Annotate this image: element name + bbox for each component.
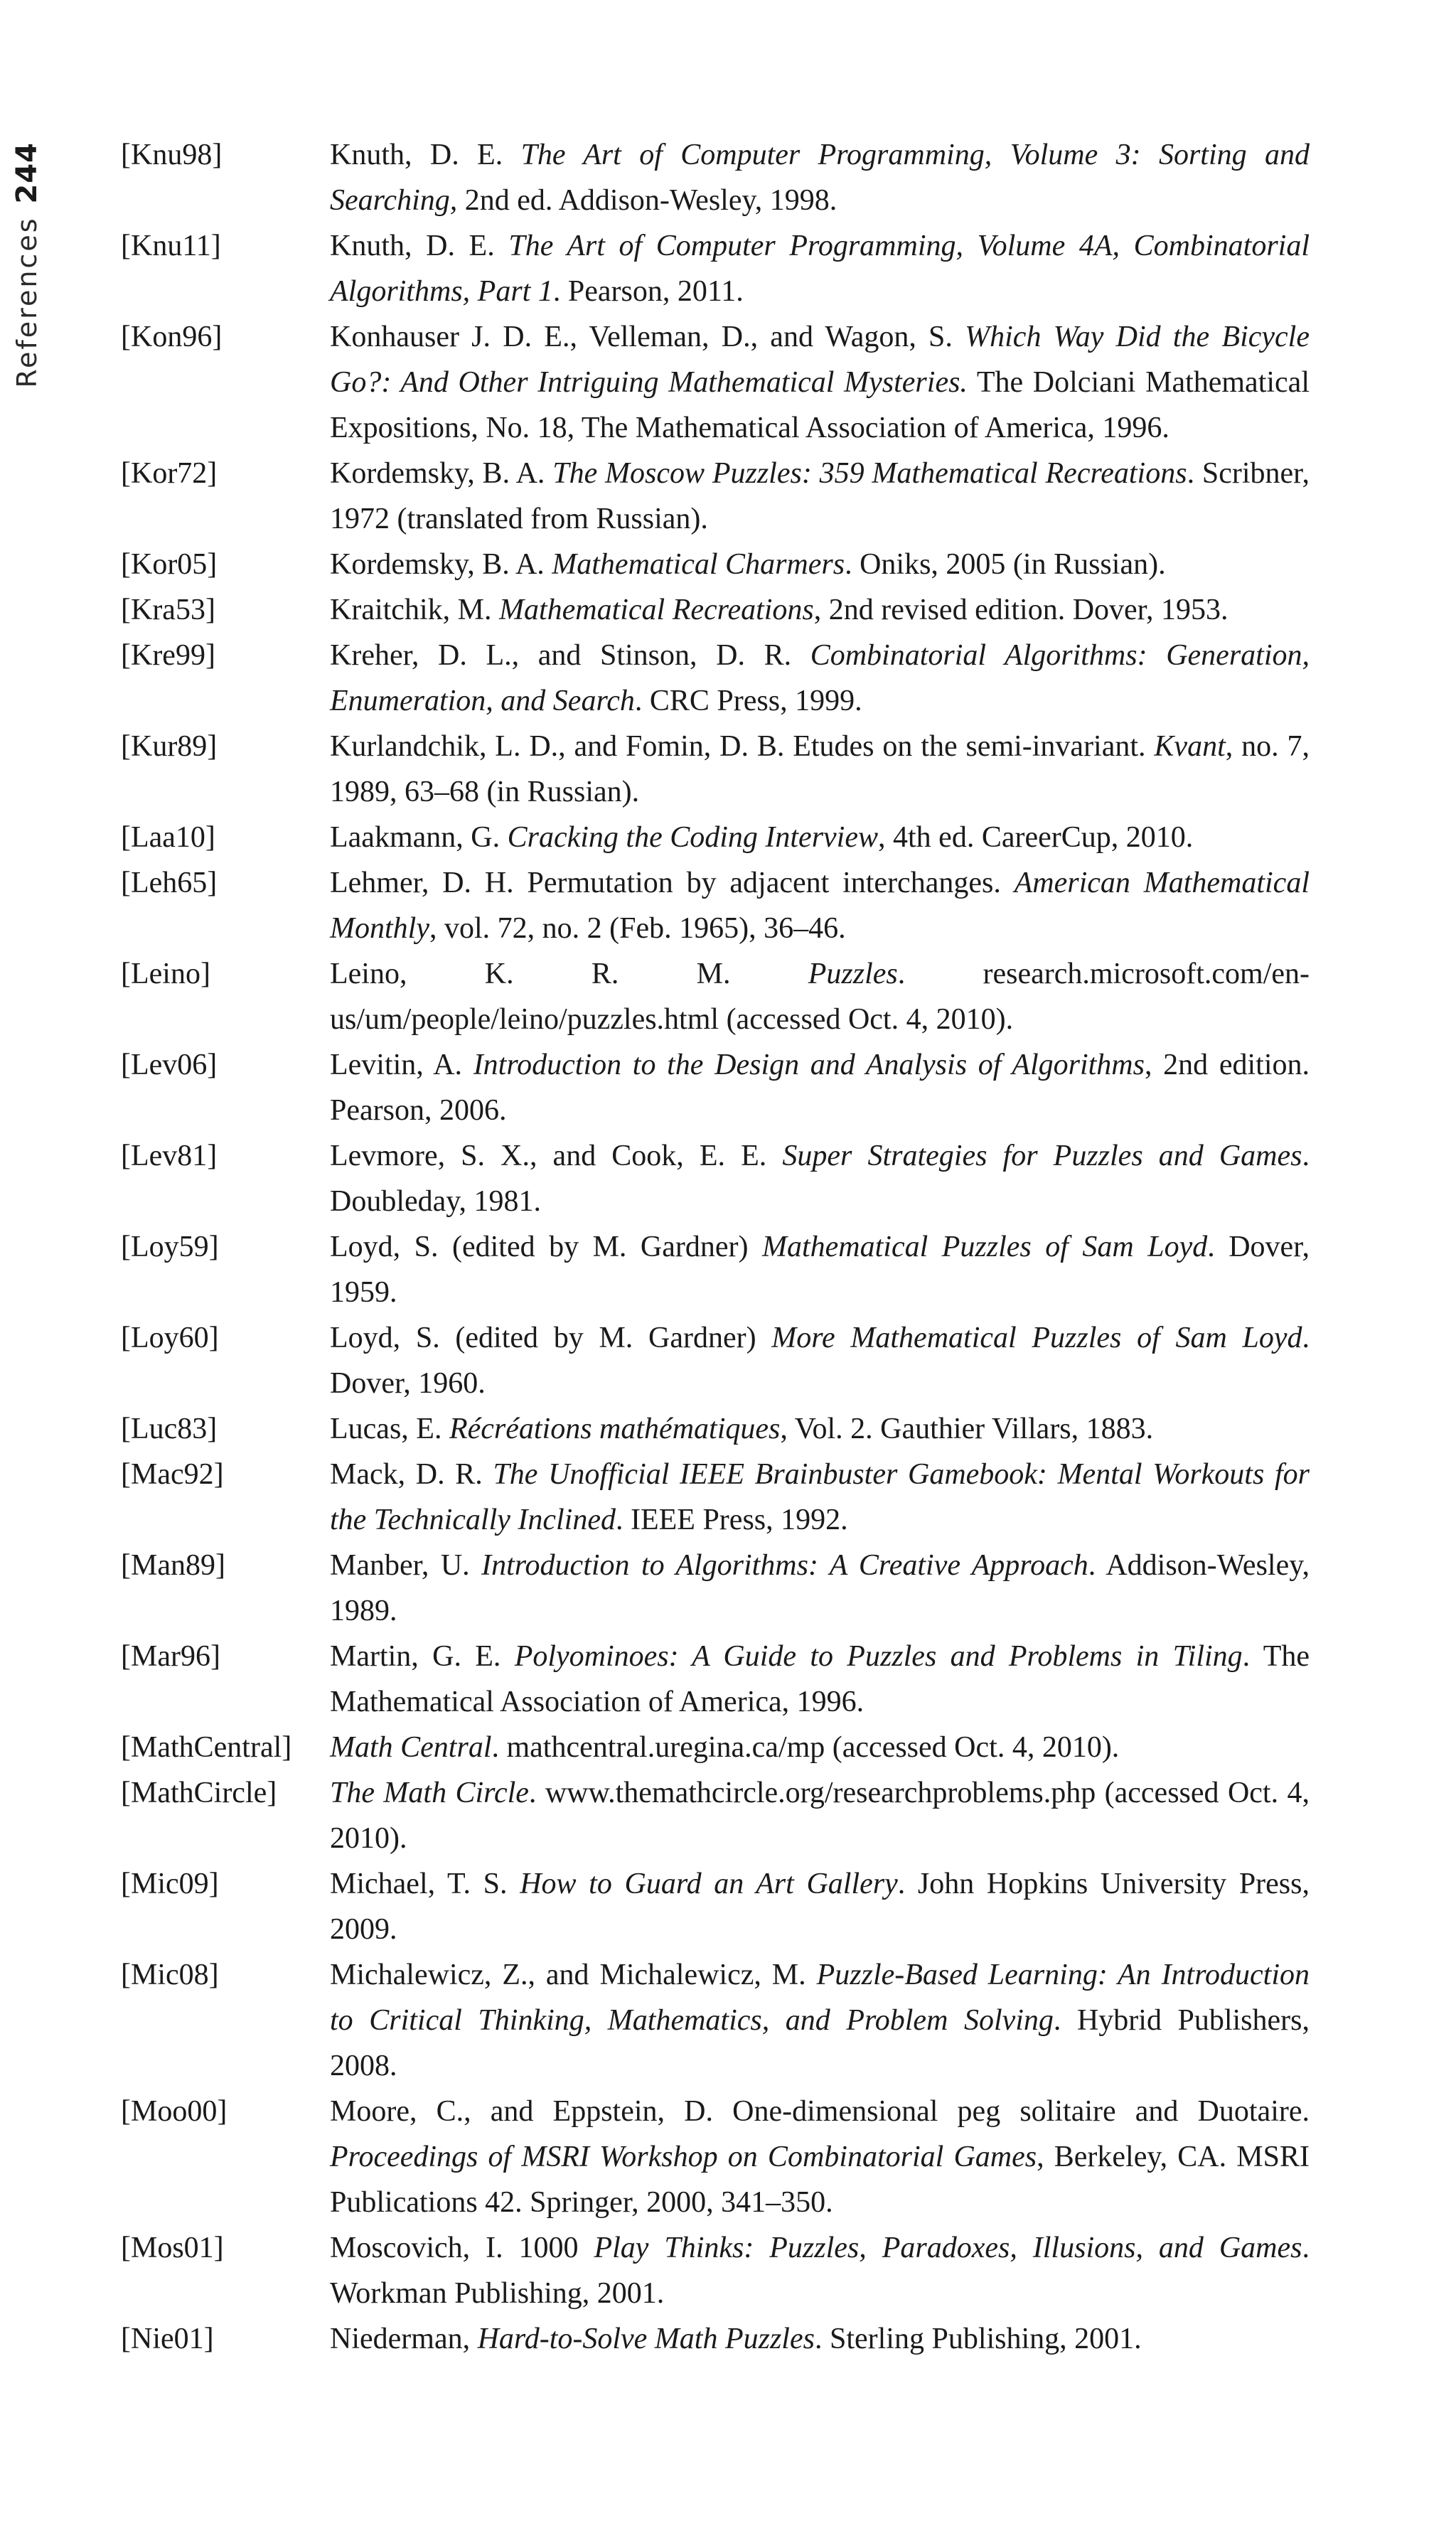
reference-text: [330, 1133, 1310, 1224]
reference-title: American Mathematical Monthly: [330, 867, 1310, 945]
reference-text: [330, 314, 1310, 451]
reference-text: [330, 2316, 1310, 2362]
reference-text: [330, 1042, 1310, 1133]
reference-title: Proceedings of MSRI Workshop on Combinatorial Games: [330, 2141, 1037, 2173]
reference-text-segment: Knuth, D. E.: [330, 230, 509, 262]
reference-key: [MathCircle]: [121, 1777, 277, 1809]
reference-text-segment: , 4th ed. CareerCup, 2010.: [878, 821, 1194, 854]
reference-text-segment: Kordemsky, B. A.: [330, 548, 552, 581]
reference-key: [Luc83]: [121, 1413, 218, 1445]
reference-text-segment: . IEEE Press, 1992.: [616, 1504, 848, 1536]
reference-text: [330, 860, 1310, 951]
reference-text-segment: Loyd, S. (edited by M. Gardner): [330, 1231, 762, 1263]
reference-text: [330, 951, 1310, 1042]
reference-text-segment: . Workman Publishing, 2001.: [330, 2232, 1310, 2310]
reference-text-segment: , 2nd revised edition. Dover, 1953.: [813, 594, 1228, 626]
reference-text: [330, 1543, 1310, 1634]
reference-entry: [121, 1634, 1310, 1725]
reference-entry: [121, 223, 1310, 314]
reference-key: [Leino]: [121, 958, 210, 990]
reference-key: [Kor72]: [121, 457, 218, 490]
reference-entry: [121, 1952, 1310, 2089]
reference-title: How to Guard an Art Gallery: [520, 1868, 898, 1900]
reference-text-segment: , no. 7, 1989, 63–68 (in Russian).: [330, 730, 1310, 808]
reference-text: [330, 2225, 1310, 2316]
reference-text: [330, 451, 1310, 542]
reference-text-segment: Martin, G. E.: [330, 1640, 515, 1673]
reference-entry: [121, 1770, 1310, 1861]
reference-title: Polyominoes: A Guide to Puzzles and Problems in Tiling: [514, 1640, 1243, 1673]
reference-title: Introduction to the Design and Analysis of Algorithms: [473, 1049, 1145, 1081]
reference-entry: [121, 815, 1310, 860]
reference-entry: [121, 860, 1310, 951]
reference-key: [Mic08]: [121, 1959, 219, 1991]
reference-text-segment: . Scribner, 1972 (translated from Russian).: [330, 457, 1310, 535]
reference-key: [Nie01]: [121, 2323, 214, 2355]
reference-title: Play Thinks: Puzzles, Paradoxes, Illusions, and Games: [594, 2232, 1302, 2264]
reference-text-segment: Lucas, E.: [330, 1413, 449, 1445]
reference-title: Hard-to-Solve Math Puzzles: [477, 2323, 815, 2355]
reference-title: Cracking the Coding Interview: [507, 821, 879, 854]
reference-text-segment: Lehmer, D. H. Permutation by adjacent interchanges.: [330, 867, 1015, 899]
reference-key: [Knu11]: [121, 230, 221, 262]
reference-entry: [121, 1543, 1310, 1634]
reference-text-segment: . Pearson, 2011.: [552, 275, 744, 308]
reference-entry: [121, 314, 1310, 451]
reference-entry: [121, 587, 1310, 633]
reference-title: Mathematical Charmers: [552, 548, 845, 581]
reference-title: The Art of Computer Programming, Volume 3: Sorting and Searching,: [330, 139, 1310, 217]
reference-text-segment: Kraitchik, M.: [330, 594, 499, 626]
reference-text-segment: 2nd ed. Addison-Wesley, 1998.: [457, 184, 837, 217]
reference-text: [330, 132, 1310, 223]
reference-entry: [121, 1224, 1310, 1315]
reference-text: [330, 1406, 1310, 1452]
reference-text: [330, 1224, 1310, 1315]
reference-text-segment: Moore, C., and Eppstein, D. One-dimensional peg solitaire and Duotaire.: [330, 2095, 1310, 2128]
reference-text-segment: Laakmann, G.: [330, 821, 508, 854]
reference-entry: [121, 633, 1310, 724]
reference-key: [Leh65]: [121, 867, 218, 899]
reference-title: Mathematical Recreations: [498, 594, 814, 626]
reference-title: The Art of Computer Programming, Volume 4A, Combinatorial Algorithms, Part 1: [330, 230, 1310, 308]
reference-entry: [121, 132, 1310, 223]
reference-title: Puzzle-Based Learning: An Introduction to Critical Thinking, Mathematics, and Problem Solving: [330, 1959, 1310, 2037]
reference-entry: [121, 951, 1310, 1042]
reference-entry: [121, 1315, 1310, 1406]
reference-text: [330, 1452, 1310, 1543]
running-head: [7, 142, 47, 427]
reference-text: [330, 815, 1310, 860]
reference-text-segment: . Oniks, 2005 (in Russian).: [845, 548, 1166, 581]
reference-text-segment: Loyd, S. (edited by M. Gardner): [330, 1322, 772, 1354]
reference-entry: [121, 1042, 1310, 1133]
reference-key: [Mos01]: [121, 2232, 224, 2264]
reference-text: [330, 1725, 1310, 1770]
reference-title: Puzzles: [808, 958, 898, 990]
reference-entry: [121, 1725, 1310, 1770]
reference-text-segment: . Hybrid Publishers, 2008.: [330, 2004, 1310, 2082]
reference-title: The Math Circle: [330, 1777, 529, 1809]
reference-text: [330, 2089, 1310, 2225]
reference-title: Math Central: [330, 1731, 492, 1764]
reference-text: [330, 1770, 1310, 1861]
reference-text-segment: Kurlandchik, L. D., and Fomin, D. B. Etudes on the semi-invariant.: [330, 730, 1155, 763]
reference-text-segment: . research.microsoft.com/en-us/um/people/leino/puzzles.html (accessed Oct. 4, 2010).: [330, 958, 1310, 1036]
reference-title: Récréations mathématiques: [449, 1413, 781, 1445]
reference-text: [330, 1315, 1310, 1406]
reference-entry: [121, 724, 1310, 815]
reference-title: Super Strategies for Puzzles and Games: [782, 1140, 1302, 1172]
reference-text: [330, 587, 1310, 633]
reference-text-segment: Levmore, S. X., and Cook, E. E.: [330, 1140, 783, 1172]
reference-text-segment: . www.themathcircle.org/researchproblems.php (accessed Oct. 4, 2010).: [330, 1777, 1310, 1855]
reference-text-segment: The Dolciani Mathematical Expositions, No. 18, The Mathematical Association of America, 1996.: [330, 366, 1310, 444]
reference-title: Kvant: [1154, 730, 1226, 763]
reference-key: [Moo00]: [121, 2095, 228, 2128]
reference-title: The Unofficial IEEE Brainbuster Gamebook: Mental Workouts for the Technically Inclined: [330, 1458, 1310, 1536]
reference-text-segment: Mack, D. R.: [330, 1458, 493, 1491]
reference-key: [Lev81]: [121, 1140, 218, 1172]
reference-entry: [121, 2089, 1310, 2225]
reference-entry: [121, 1406, 1310, 1452]
reference-text-segment: , 2nd edition. Pearson, 2006.: [330, 1049, 1310, 1127]
reference-key: [Kra53]: [121, 594, 215, 626]
reference-entry: [121, 451, 1310, 542]
reference-key: [Kur89]: [121, 730, 218, 763]
reference-text-segment: , Berkeley, CA. MSRI Publications 42. Springer, 2000, 341–350.: [330, 2141, 1310, 2219]
reference-title: The Moscow Puzzles: 359 Mathematical Recreations: [552, 457, 1187, 490]
reference-title: Which Way Did the Bicycle Go?: And Other Intriguing Mathematical Mysteries.: [330, 321, 1310, 399]
reference-key: [Kre99]: [121, 639, 215, 672]
reference-entry: [121, 2316, 1310, 2362]
reference-text-segment: . John Hopkins University Press, 2009.: [330, 1868, 1310, 1946]
reference-key: [MathCentral]: [121, 1731, 292, 1764]
running-head-section: References: [11, 216, 43, 388]
reference-text-segment: Manber, U.: [330, 1549, 482, 1582]
reference-list: [121, 132, 1310, 2362]
reference-text: [330, 223, 1310, 314]
reference-key: [Knu98]: [121, 139, 223, 171]
reference-entry: [121, 1133, 1310, 1224]
reference-text-segment: Knuth, D. E.: [330, 139, 521, 171]
reference-text-segment: Niederman,: [330, 2323, 478, 2355]
reference-text-segment: . Dover, 1959.: [330, 1231, 1310, 1309]
reference-key: [Mar96]: [121, 1640, 220, 1673]
reference-text: [330, 724, 1310, 815]
reference-text-segment: Kordemsky, B. A.: [330, 457, 553, 490]
reference-text-segment: Moscovich, I. 1000: [330, 2232, 594, 2264]
reference-entry: [121, 1861, 1310, 1952]
reference-text-segment: . The Mathematical Association of America, 1996.: [330, 1640, 1310, 1718]
reference-text-segment: , vol. 72, no. 2 (Feb. 1965), 36–46.: [429, 912, 846, 945]
reference-text-segment: . CRC Press, 1999.: [634, 685, 862, 717]
reference-title: Mathematical Puzzles of Sam Loyd: [761, 1231, 1208, 1263]
reference-key: [Kon96]: [121, 321, 223, 353]
page-number: 244: [11, 142, 43, 204]
reference-text: [330, 1634, 1310, 1725]
reference-text-segment: . Sterling Publishing, 2001.: [814, 2323, 1142, 2355]
reference-entry: [121, 542, 1310, 587]
reference-text: [330, 1861, 1310, 1952]
reference-text-segment: Levitin, A.: [330, 1049, 473, 1081]
reference-text-segment: . Dover, 1960.: [330, 1322, 1310, 1400]
reference-key: [Loy60]: [121, 1322, 219, 1354]
reference-title: Introduction to Algorithms: A Creative Approach: [481, 1549, 1088, 1582]
reference-text-segment: Leino, K. R. M.: [330, 958, 808, 990]
reference-key: [Man89]: [121, 1549, 225, 1582]
reference-text: [330, 633, 1310, 724]
reference-key: [Mac92]: [121, 1458, 224, 1491]
reference-entry: [121, 2225, 1310, 2316]
reference-text-segment: Kreher, D. L., and Stinson, D. R.: [330, 639, 810, 672]
reference-key: [Mic09]: [121, 1868, 219, 1900]
reference-text-segment: Michalewicz, Z., and Michalewicz, M.: [330, 1959, 817, 1991]
reference-text-segment: . Doubleday, 1981.: [330, 1140, 1310, 1218]
reference-text: [330, 1952, 1310, 2089]
reference-title: More Mathematical Puzzles of Sam Loyd: [771, 1322, 1302, 1354]
reference-text-segment: Michael, T. S.: [330, 1868, 520, 1900]
reference-key: [Kor05]: [121, 548, 218, 581]
reference-entry: [121, 1452, 1310, 1543]
reference-text-segment: , Vol. 2. Gauthier Villars, 1883.: [780, 1413, 1154, 1445]
reference-text: [330, 542, 1310, 587]
reference-text-segment: . Addison-Wesley, 1989.: [330, 1549, 1310, 1627]
reference-key: [Lev06]: [121, 1049, 218, 1081]
reference-key: [Loy59]: [121, 1231, 219, 1263]
reference-text-segment: Konhauser J. D. E., Velleman, D., and Wagon, S.: [330, 321, 965, 353]
reference-key: [Laa10]: [121, 821, 215, 854]
reference-title: Combinatorial Algorithms: Generation, Enumeration, and Search: [330, 639, 1310, 717]
reference-text-segment: . mathcentral.uregina.ca/mp (accessed Oct. 4, 2010).: [491, 1731, 1120, 1764]
